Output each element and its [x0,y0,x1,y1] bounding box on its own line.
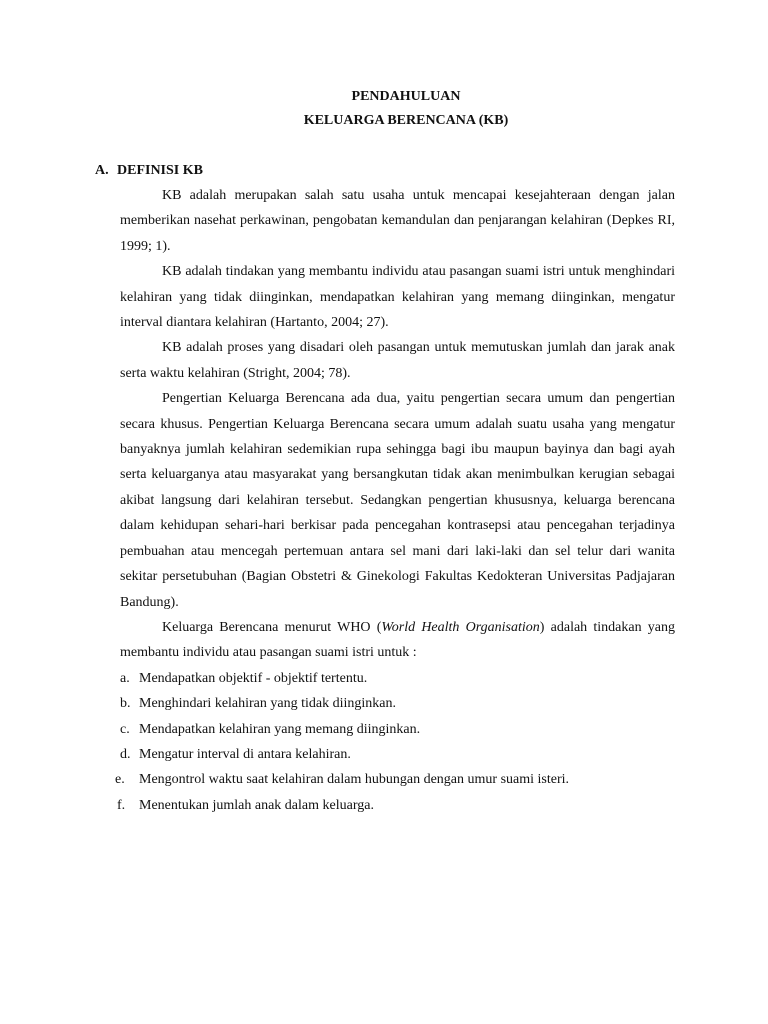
list-item-text: Menentukan jumlah anak dalam keluarga. [139,797,374,813]
list-item [117,793,675,818]
paragraph-1: KB adalah merupakan salah satu usaha untuk mencapai kesejahteraan dengan jalan memberikan nasehat perkawinan, pengobatan kemandulan dan penjarangan kelahiran (Depkes RI, 1999; 1). [120,188,675,254]
list-marker: a. [120,670,130,686]
document-title: PENDAHULUAN [351,89,461,104]
paragraph-2: KB adalah tindakan yang membantu individu atau pasangan suami istri untuk menghindari kelahiran yang tidak diinginkan, mendapatkan kelahiran yang memang diinginkan, mengatur interval diantara kelahiran (Hartanto, 2004; 27). [120,264,675,331]
list-item [120,666,675,691]
list-marker: b. [120,696,131,712]
list-item [120,742,675,767]
paragraph-5-italic-term: World Health Organisation [381,619,540,635]
list-item-text: Mengatur interval di antara kelahiran. [139,746,351,762]
list-item [115,767,675,792]
list-item [120,691,675,716]
document-body [115,183,675,818]
list-item-text: Mendapatkan objektif - objektif tertentu. [139,670,368,686]
section-title: DEFINISI KB [117,163,203,178]
section-number: A. [95,163,109,178]
list-item-text: Mendapatkan kelahiran yang memang diinginkan. [139,721,421,737]
list-marker: e. [115,772,125,788]
section-heading [95,162,203,180]
paragraph-5 [120,615,675,666]
paragraph-5-text-end: ) adalah tindakan yang membantu individu atau pasangan suami istri untuk : [120,619,675,661]
paragraph-3: KB adalah proses yang disadari oleh pasangan untuk memutuskan jumlah dan jarak anak serta waktu kelahiran (Stright, 2004; 78). [120,340,675,381]
list-marker: c. [120,721,130,737]
paragraph-4: Pengertian Keluarga Berencana ada dua, yaitu pengertian secara umum dan pengertian secara khusus. Pengertian Keluarga Berencana secara umum adalah suatu usaha yang mengatur banyaknya jumlah kelahiran sedemikian rupa sehingga bagi ibu maupun bayinya dan bagi ayah serta keluarganya atau masyarakat yang bersangkutan tidak akan menimbulkan kerugian sebagai akibat langsung dari kelahiran tersebut. Sedangkan pengertian khususnya, keluarga berencana dalam kehidupan sehari-hari berkisar pada pencegahan kontrasepsi atau pencegahan terjadinya pembuahan atau mencegah pertemuan antara sel mani dari laki-laki dan sel telur dari wanita sekitar persetubuhan (Bagian Obstetri & Ginekologi Fakultas Kedokteran Universitas Padjajaran Bandung). [120,391,675,610]
list-item-text: Menghindari kelahiran yang tidak diinginkan. [139,696,396,712]
list-item-text: Mengontrol waktu saat kelahiran dalam hubungan dengan umur suami isteri. [139,772,570,788]
document-subtitle: KELUARGA BERENCANA (KB) [303,113,509,128]
list-item [120,717,675,742]
list-marker: f. [117,797,126,813]
purpose-list [115,666,675,818]
paragraph-5-text-start: Keluarga Berencana menurut WHO ( [162,619,382,635]
list-marker: d. [120,746,131,762]
